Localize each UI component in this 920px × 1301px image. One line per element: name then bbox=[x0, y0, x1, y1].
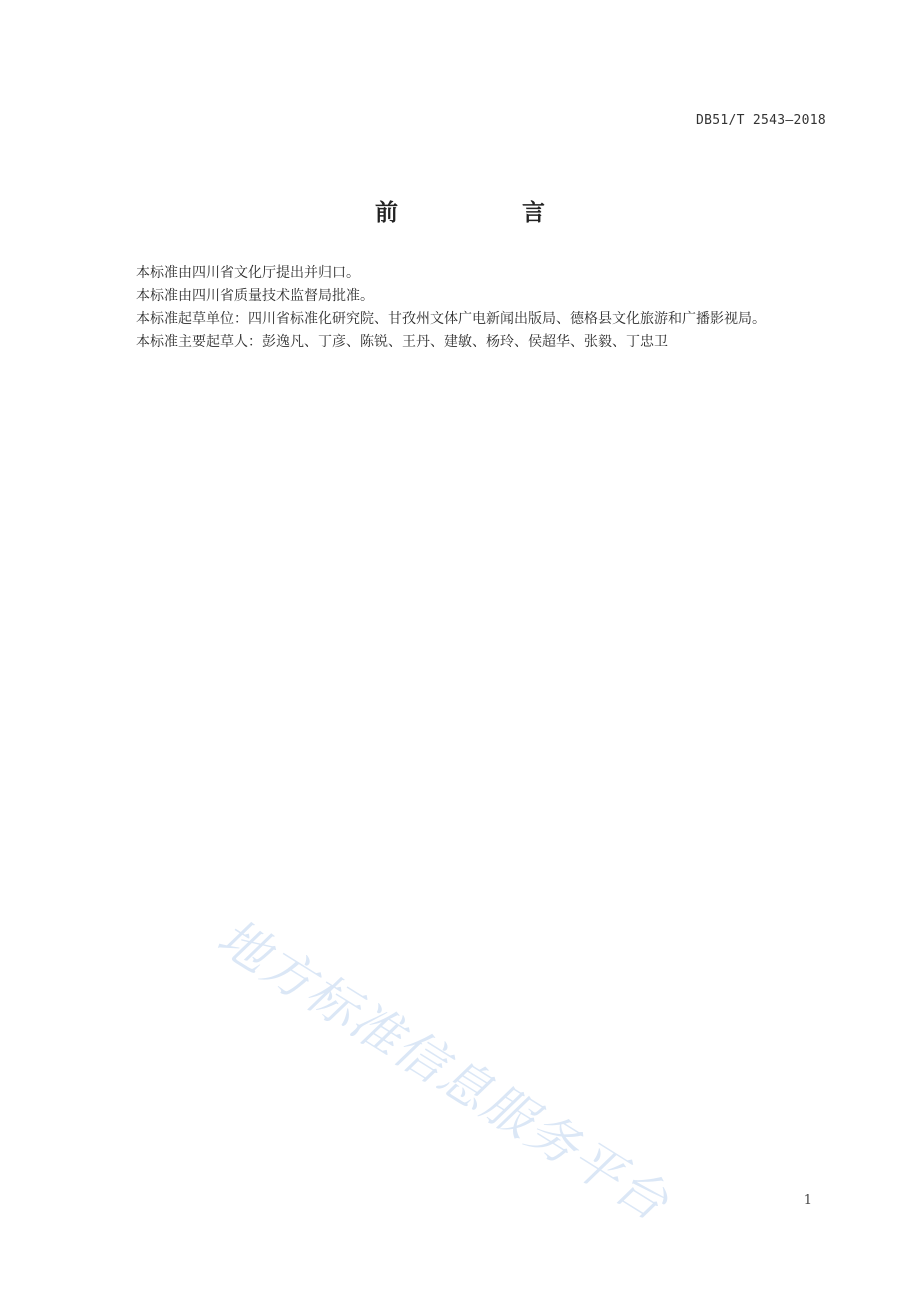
standard-code: DB51/T 2543—2018 bbox=[695, 113, 826, 128]
paragraph-proposer: 本标准由四川省文化厅提出并归口。 bbox=[136, 265, 360, 281]
paragraph-approver: 本标准由四川省质量技术监督局批准。 bbox=[136, 288, 374, 304]
paragraph-drafters: 本标准主要起草人：彭逸凡、丁彦、陈锐、王丹、建敏、杨玲、侯超华、张毅、丁忠卫 bbox=[136, 334, 668, 350]
preface-body bbox=[108, 262, 830, 354]
paragraph-drafting-units: 本标准起草单位：四川省标准化研究院、甘孜州文体广电新闻出版局、德格县文化旅游和广播影视局。 bbox=[136, 311, 766, 327]
watermark: 地方标准信息服务平台 bbox=[207, 907, 680, 1233]
page-title: 前 言 bbox=[374, 200, 603, 226]
page-number: 1 bbox=[803, 1193, 812, 1208]
